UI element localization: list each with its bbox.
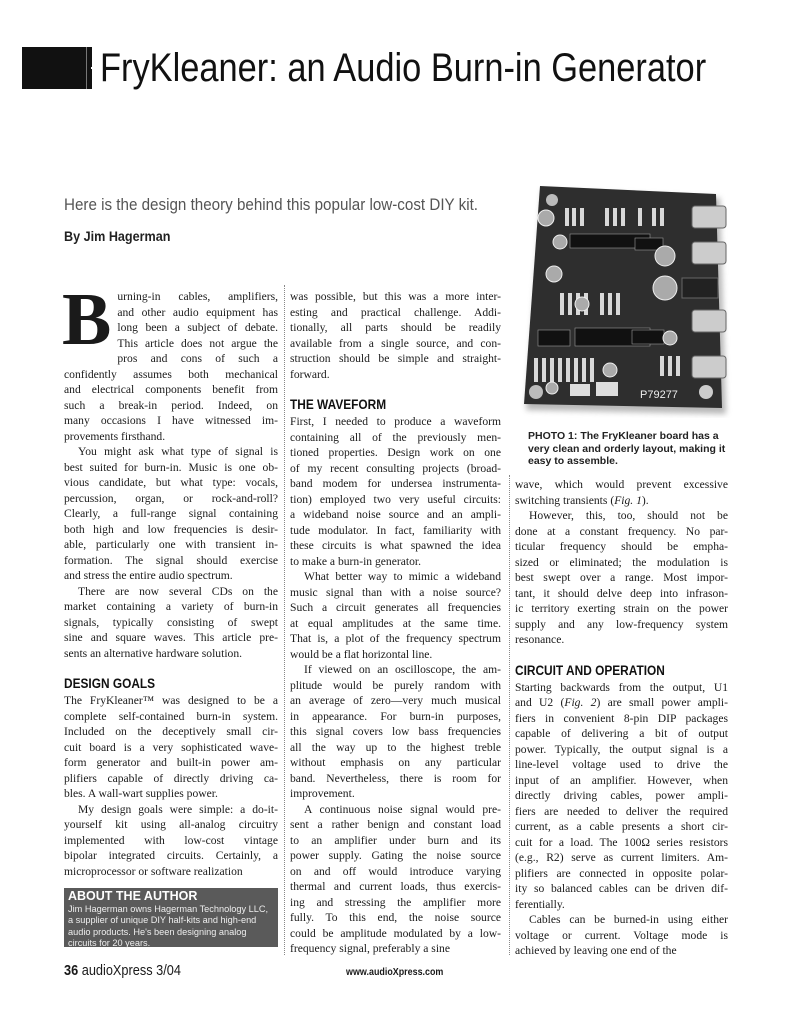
text-line: in appearance. For burn-in purposes, xyxy=(290,709,501,723)
text-line: line-level voltage used to drive the xyxy=(515,758,728,771)
column-divider xyxy=(284,285,285,955)
article-title: FryKleaner: an Audio Burn-in Generator xyxy=(100,46,707,90)
text-line: and U2 (Fig. 2) are small power ampli- xyxy=(515,696,728,709)
column-divider xyxy=(509,475,510,955)
text-line: Starting backwards from the output, U1 xyxy=(515,680,728,694)
text-line: pros and cons of such a xyxy=(117,352,278,365)
text-line: sized or eliminated; the modulation is xyxy=(515,555,728,569)
text-line: confidently assumes both mechanical xyxy=(64,367,278,381)
text-line: percussion, organ, or rock-and-roll? xyxy=(64,491,278,505)
text-line: at equal amplitudes at the same time. xyxy=(290,616,501,630)
text-line: frequency signal, preferably a sine xyxy=(290,942,450,955)
board-label: P79277 xyxy=(640,389,678,401)
text-line: all the way up to the highest treble xyxy=(290,740,501,754)
paragraph xyxy=(62,279,278,444)
text-line: on and off would introduce varying xyxy=(290,864,501,878)
about-the-author-box xyxy=(64,888,278,947)
page-number: 36 xyxy=(64,962,79,979)
text-line: current, as a cable presents a short cir- xyxy=(515,820,728,833)
paragraph xyxy=(290,289,501,382)
text-line: voltage or current. Voltage mode is xyxy=(515,928,728,942)
text-line: microprocessor or software realization xyxy=(64,864,243,878)
text-line: many occasions I have witnessed im- xyxy=(64,414,278,427)
article-dek: Here is the design theory behind this popular low-cost DIY kit. xyxy=(64,196,479,214)
byline: By Jim Hagerman xyxy=(64,228,171,244)
text-line: ing and stressing the amplifier more xyxy=(290,895,501,909)
text-line: tion) employed two very useful circuits: xyxy=(290,492,501,506)
paragraph xyxy=(64,693,278,802)
text-line: ferentially. xyxy=(515,897,565,911)
text-line: done at a constant frequency. No par- xyxy=(515,524,728,538)
text-line: fiers are needed to deliver the required xyxy=(515,804,728,818)
text-line: directly driving cables, power ampli- xyxy=(515,789,728,802)
text-line: would be a flat horizontal line. xyxy=(290,647,433,661)
text-line: tioned properties. Design work on one xyxy=(290,446,501,459)
text-line: this signal covers low bass frequencies xyxy=(290,725,501,738)
text-line: capable of delivering a bit of output xyxy=(515,727,728,740)
text-line: (e.g., R2) serve as current limiters. Am- xyxy=(515,851,728,864)
paragraph xyxy=(64,802,278,880)
text-line: tant, it should delve deep into infrason- xyxy=(515,586,728,600)
paragraph xyxy=(515,477,728,508)
text-line: complete self-contained burn-in system. xyxy=(64,709,278,723)
text-line: and electrical components benefit from xyxy=(64,383,278,396)
text-line: If viewed on an oscilloscope, the am- xyxy=(304,663,501,676)
text-line: ity so balanced cables can be driven dif- xyxy=(515,882,728,895)
paragraph xyxy=(515,680,728,913)
text-line: resonance. xyxy=(515,633,565,646)
text-line: tionally, all parts should be readily xyxy=(290,321,501,334)
text-line: these circuits is what spawned the idea xyxy=(290,539,501,552)
text-line: to make a burn-in generator. xyxy=(290,554,422,568)
paragraph xyxy=(515,912,728,959)
text-line: able, particularly one with transient in- xyxy=(64,538,278,551)
text-line: bles. A wall-wart supplies power. xyxy=(64,787,218,800)
about-text: Jim Hagerman owns Hagerman Technology LLC, a supplier of unique DIY half-kits and high-end audio products. He's been designing analog circuits for 20 years. xyxy=(68,904,269,949)
text-line: achieved by leaving one end of the xyxy=(515,944,677,957)
text-line: available from a single source, and con- xyxy=(290,336,501,350)
text-line: wave, which would prevent excessive xyxy=(515,478,728,491)
text-line: There are now several CDs on the xyxy=(78,584,278,598)
text-line: form generator and built-in power am- xyxy=(64,756,278,769)
text-line: A continuous noise signal would pre- xyxy=(304,802,501,816)
text-line: of my recent consulting projects (broad- xyxy=(290,461,501,475)
circuit-board-photo xyxy=(520,178,734,418)
text-line: implemented with low-cost vintage xyxy=(64,833,278,847)
paragraph xyxy=(515,508,728,648)
text-line: struction should be simple and straight- xyxy=(290,352,501,365)
paragraph xyxy=(290,802,501,957)
text-line: input of an amplifier. However, when xyxy=(515,773,728,787)
text-line: was possible, but this was a more inter- xyxy=(290,290,501,303)
paragraph xyxy=(290,414,501,569)
text-line: plifiers capable of directly driving ca- xyxy=(64,771,278,785)
paragraph xyxy=(290,569,501,662)
text-line: power supply. Gating the noise source xyxy=(290,849,501,862)
text-line: to an amplifier under burn and its xyxy=(290,833,501,847)
text-line: provements firsthand. xyxy=(64,429,166,443)
text-line: Such a circuit generates all frequencies xyxy=(290,601,501,614)
title-logo-block xyxy=(22,47,92,89)
drop-cap: B xyxy=(62,279,112,361)
text-line: best suited for burn-in. Music is one ob- xyxy=(64,460,278,474)
section-heading: DESIGN GOALS xyxy=(64,676,156,691)
text-line: Cables can be burned-in using either xyxy=(529,913,728,926)
paragraph xyxy=(290,662,501,802)
text-line: could be amplitude modulated by a low- xyxy=(290,926,501,940)
text-line: This article does not argue the xyxy=(117,336,278,350)
section-heading: CIRCUIT AND OPERATION xyxy=(515,662,665,678)
text-line: switching transients (Fig. 1). xyxy=(515,493,649,507)
text-line: However, this, too, should not be xyxy=(529,509,728,522)
text-line: market containing a variety of burn-in xyxy=(64,600,278,613)
page-footer xyxy=(64,962,181,979)
text-line: and stress the entire audio spectrum. xyxy=(64,569,233,582)
text-line: esting and practical challenge. Addi- xyxy=(290,305,501,319)
text-line: urning-in cables, amplifiers, xyxy=(117,290,278,303)
text-line: best swept over a range. Most impor- xyxy=(515,571,728,584)
text-line: containing all of the previously men- xyxy=(290,430,501,444)
text-line: without emphasis on any particular xyxy=(290,756,501,769)
text-line: both high and low frequencies is desir- xyxy=(64,522,278,536)
text-line: band. Nevertheless, there is room for xyxy=(290,771,501,785)
paragraph xyxy=(64,444,278,584)
text-line: and other audio equipment has xyxy=(117,305,278,319)
column-2 xyxy=(290,289,501,957)
text-line: plitude would be purely random with xyxy=(290,678,501,692)
text-line: forward. xyxy=(290,367,330,381)
text-line: signals, typically consisting of swept xyxy=(64,615,278,629)
text-line: What better way to mimic a wideband xyxy=(304,570,501,583)
magazine-issue: audioXpress 3/04 xyxy=(81,962,181,979)
text-line: formation. The signal should exercise xyxy=(64,553,278,567)
text-line: such a break-in period. Indeed, on xyxy=(64,398,278,412)
text-line: plifiers are connected in opposite polar- xyxy=(515,866,728,880)
text-line: The FryKleaner™ was designed to be a xyxy=(64,694,278,707)
text-line: bipolar integrated circuits. Certainly, a xyxy=(64,849,278,862)
text-line: thermal and current loads, thus exercis- xyxy=(290,880,501,893)
column-1 xyxy=(62,279,278,879)
text-line: sents an alternative hardware solution. xyxy=(64,646,243,660)
text-line: power. Typically, the output signal is a xyxy=(515,742,728,756)
text-line: an average of zero—very much musical xyxy=(290,694,501,707)
text-line: tude modulator. In fact, familiarity with xyxy=(290,523,501,537)
text-line: That is, a plot of the frequency spectrum xyxy=(290,632,501,645)
text-line: Included on the deceptively small cir- xyxy=(64,725,278,738)
text-line: vious candidate, but what type: vocals, xyxy=(64,476,278,489)
text-line: First, I needed to produce a waveform xyxy=(290,415,501,428)
footer-url: www.audioXpress.com xyxy=(346,966,444,978)
text-line: yourself kit using all-analog circuitry xyxy=(64,818,278,831)
text-line: a wideband noise source and an ampli- xyxy=(290,508,501,521)
photo-caption: PHOTO 1: The FryKleaner board has a very clean and orderly layout, making it easy to assemble. xyxy=(528,430,726,467)
column-3 xyxy=(515,477,728,959)
text-line: ticular frequency should be empha- xyxy=(515,540,728,553)
section-heading: THE WAVEFORM xyxy=(290,397,387,412)
text-line: You might ask what type of signal is xyxy=(78,445,278,458)
text-line: supply and any low-frequency system xyxy=(515,617,728,631)
text-line: band modem for undersea instrumenta- xyxy=(290,477,501,490)
text-line: sent a rather benign and constant load xyxy=(290,818,501,831)
text-line: fully. To this end, the noise source xyxy=(290,911,501,924)
about-heading: ABOUT THE AUTHOR xyxy=(68,889,198,903)
text-line: long been a subject of debate. xyxy=(117,321,278,334)
text-line: sine and square waves. This article pre- xyxy=(64,631,278,644)
text-line: ic territory exerting strain on the power xyxy=(515,602,728,615)
text-line: improvement. xyxy=(290,787,355,800)
text-line: music signal than with a noise source? xyxy=(290,585,501,599)
paragraph xyxy=(64,584,278,662)
text-line: fiers in convenient 8-pin DIP packages xyxy=(515,711,728,725)
text-line: cuit for a load. The 100Ω series resistors xyxy=(515,835,728,849)
text-line: My design goals were simple: a do-it- xyxy=(78,802,278,816)
text-line: cuit board is a very sophisticated wave- xyxy=(64,740,278,754)
text-line: Clearly, a full-range signal containing xyxy=(64,507,278,520)
